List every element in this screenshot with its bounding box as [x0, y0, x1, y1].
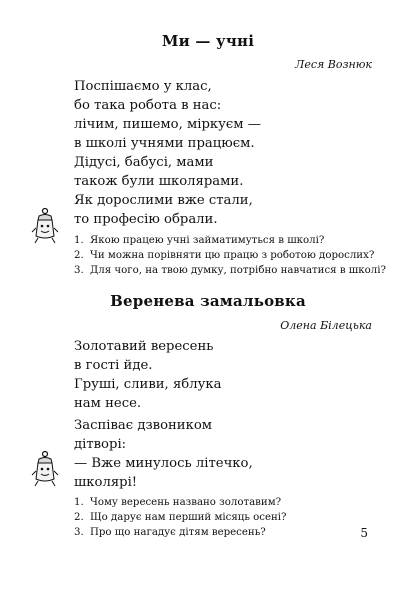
question-text: Чому вересень названо золотавим? — [90, 497, 282, 508]
poem-2-line-8: школярі! — [74, 475, 138, 490]
question-text: Про що нагадує дітям вересень? — [90, 527, 266, 538]
poem-1-title: Ми — учні — [161, 32, 255, 50]
poem-2-line-1: Золотавий вересень — [74, 339, 214, 354]
poem-1-line-8: то професію обрали. — [74, 212, 218, 227]
lamp-character-icon — [30, 207, 60, 249]
poem-1-line-5: Дідусі, бабусі, мами — [74, 155, 214, 170]
question-text: Для чого, на твою думку, потрібно навчатися в школі? — [90, 265, 386, 276]
question-number: 1. — [74, 235, 84, 246]
poem-2-line-3: Груші, сливи, яблука — [74, 377, 222, 392]
poem-2-line-2: в гості йде. — [74, 358, 153, 373]
poem-1-line-3: лічим, пишемо, міркуєм — — [74, 117, 261, 132]
question-number: 2. — [74, 512, 84, 523]
poem-1-line-2: бо така робота в нас: — [74, 98, 222, 113]
question-number: 1. — [74, 497, 84, 508]
poem-2-question-3 — [74, 528, 266, 538]
poem-2-question-2 — [74, 513, 287, 523]
poem-1-question-2 — [74, 251, 374, 261]
question-text: Чи можна порівняти цю працю з роботою дорослих? — [90, 250, 375, 261]
poem-1-line-6: також були школярами. — [74, 174, 244, 189]
poem-1-question-1 — [74, 236, 324, 246]
poem-2-line-4: нам несе. — [74, 396, 142, 411]
question-number: 3. — [74, 265, 84, 276]
poem-1-author: Леся Вознюк — [295, 58, 372, 71]
poem-1-line-7: Як дорослими вже стали, — [74, 193, 253, 208]
poem-1-line-4: в школі учнями працюєм. — [74, 136, 255, 151]
question-text: Якою працею учні займатимуться в школі? — [90, 235, 325, 246]
question-number: 2. — [74, 250, 84, 261]
poem-2-line-7: — Вже минулось літечко, — [74, 456, 253, 471]
poem-2-line-6: дітворі: — [74, 437, 127, 452]
poem-2-question-1 — [74, 498, 281, 508]
poem-1-line-1: Поспішаємо у клас, — [74, 79, 212, 94]
poem-1-question-3 — [74, 266, 386, 276]
page-number: 5 — [360, 526, 368, 540]
question-text: Що дарує нам перший місяць осені? — [90, 512, 287, 523]
question-number: 3. — [74, 527, 84, 538]
lamp-character-icon — [30, 450, 60, 492]
poem-2-line-5: Заспіває дзвоником — [74, 418, 213, 433]
poem-2-title: Веренева замальовка — [110, 292, 306, 310]
poem-2-author: Олена Білецька — [280, 319, 372, 332]
